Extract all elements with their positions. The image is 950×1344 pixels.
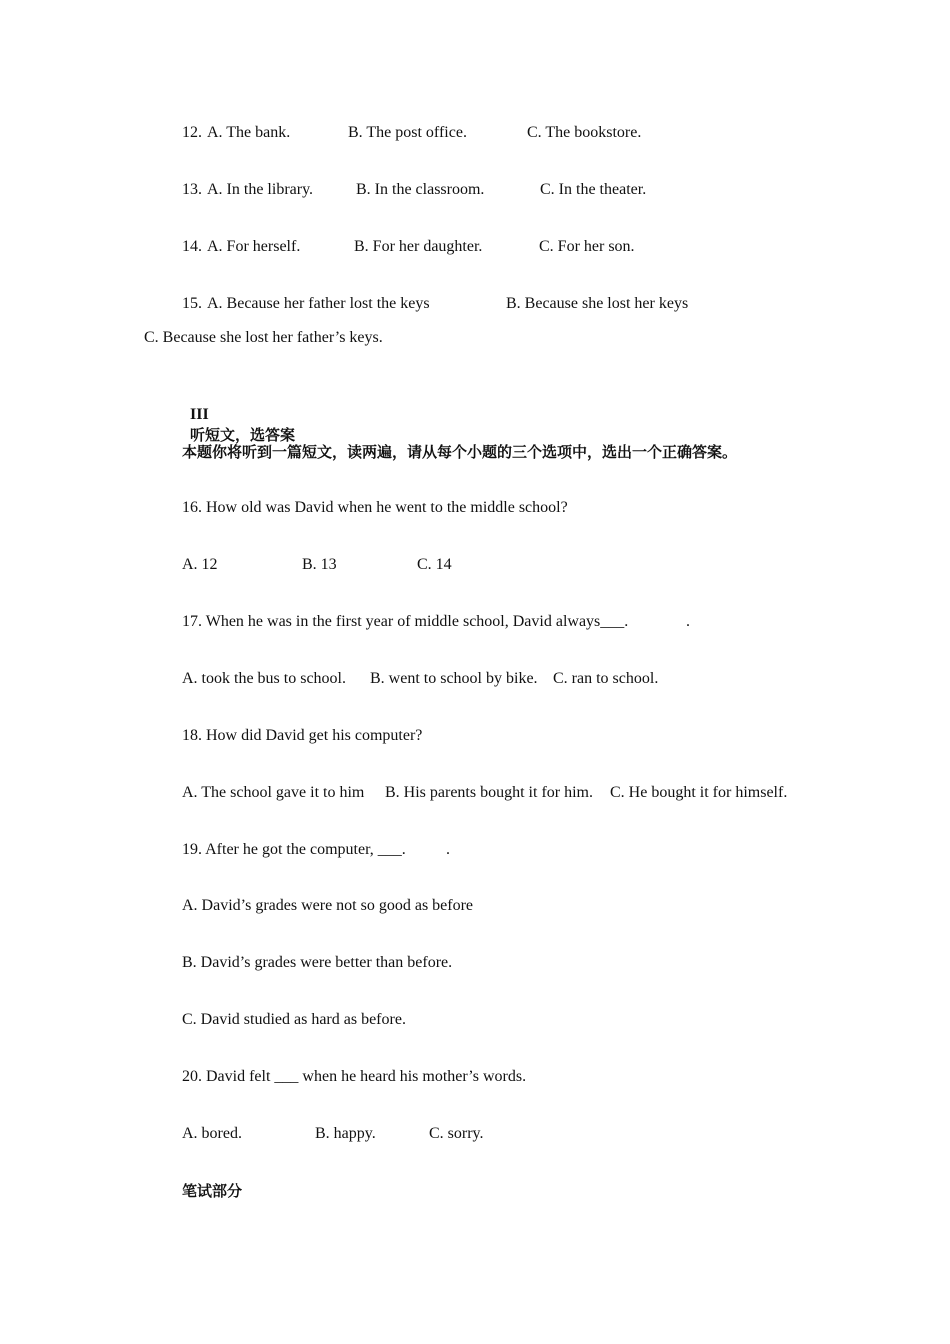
q15-number: 15.	[182, 295, 202, 312]
q20-option-a: A. bored.	[182, 1125, 242, 1142]
section-3-instruction: 本题你将听到一篇短文，读两遍，请从每个小题的三个选项中，选出一个正确答案。	[182, 443, 738, 461]
q19-option-b: B. David’s grades were better than before.	[182, 954, 453, 971]
q13-option-b: B. In the classroom.	[356, 181, 485, 198]
q17-option-a: A. took the bus to school.	[182, 670, 346, 687]
q16-option-b: B. 13	[302, 556, 337, 573]
q18-option-c: C. He bought it for himself.	[610, 784, 788, 801]
q12-option-c: C. The bookstore.	[527, 124, 642, 141]
q18-option-b: B. His parents bought it for him.	[385, 784, 593, 801]
q19-option-a: A. David’s grades were not so good as before	[182, 897, 474, 914]
q17-question: 17. When he was in the first year of middle school, David always___.	[182, 613, 629, 630]
q16-option-a: A. 12	[182, 556, 218, 573]
q19-option-c: C. David studied as hard as before.	[182, 1011, 406, 1028]
q20-question: 20. David felt ___ when he heard his mother’s words.	[182, 1068, 527, 1085]
q14-number: 14.	[182, 238, 202, 255]
section-3-title: 听短文，选答案	[190, 426, 296, 444]
q12-option-b: B. The post office.	[348, 124, 467, 141]
q15-option-a: A. Because her father lost the keys	[207, 295, 430, 312]
section-3-roman: III	[190, 406, 209, 423]
written-section-title: 笔试部分	[182, 1182, 243, 1200]
q16-question: 16. How old was David when he went to the middle school?	[182, 499, 568, 516]
q14-option-a: A. For herself.	[207, 238, 301, 255]
q17-option-c: C. ran to school.	[553, 670, 659, 687]
q18-question: 18. How did David get his computer?	[182, 727, 423, 744]
q12-number: 12.	[182, 124, 202, 141]
q19-question: 19. After he got the computer, ___.	[182, 841, 406, 858]
q16-option-c: C. 14	[417, 556, 452, 573]
q19-tail: .	[446, 841, 450, 858]
q14-option-b: B. For her daughter.	[354, 238, 483, 255]
q13-option-c: C. In the theater.	[540, 181, 647, 198]
q14-option-c: C. For her son.	[539, 238, 635, 255]
q17-tail: .	[686, 613, 690, 630]
q15-option-b: B. Because she lost her keys	[506, 295, 689, 312]
q17-option-b: B. went to school by bike.	[370, 670, 538, 687]
section-3-heading	[182, 385, 295, 446]
q15-option-c: C. Because she lost her father’s keys.	[144, 329, 383, 346]
q12-option-a: A. The bank.	[207, 124, 291, 141]
q13-number: 13.	[182, 181, 202, 198]
q18-option-a: A. The school gave it to him	[182, 784, 365, 801]
q13-option-a: A. In the library.	[207, 181, 314, 198]
q20-option-b: B. happy.	[315, 1125, 376, 1142]
q20-option-c: C. sorry.	[429, 1125, 484, 1142]
